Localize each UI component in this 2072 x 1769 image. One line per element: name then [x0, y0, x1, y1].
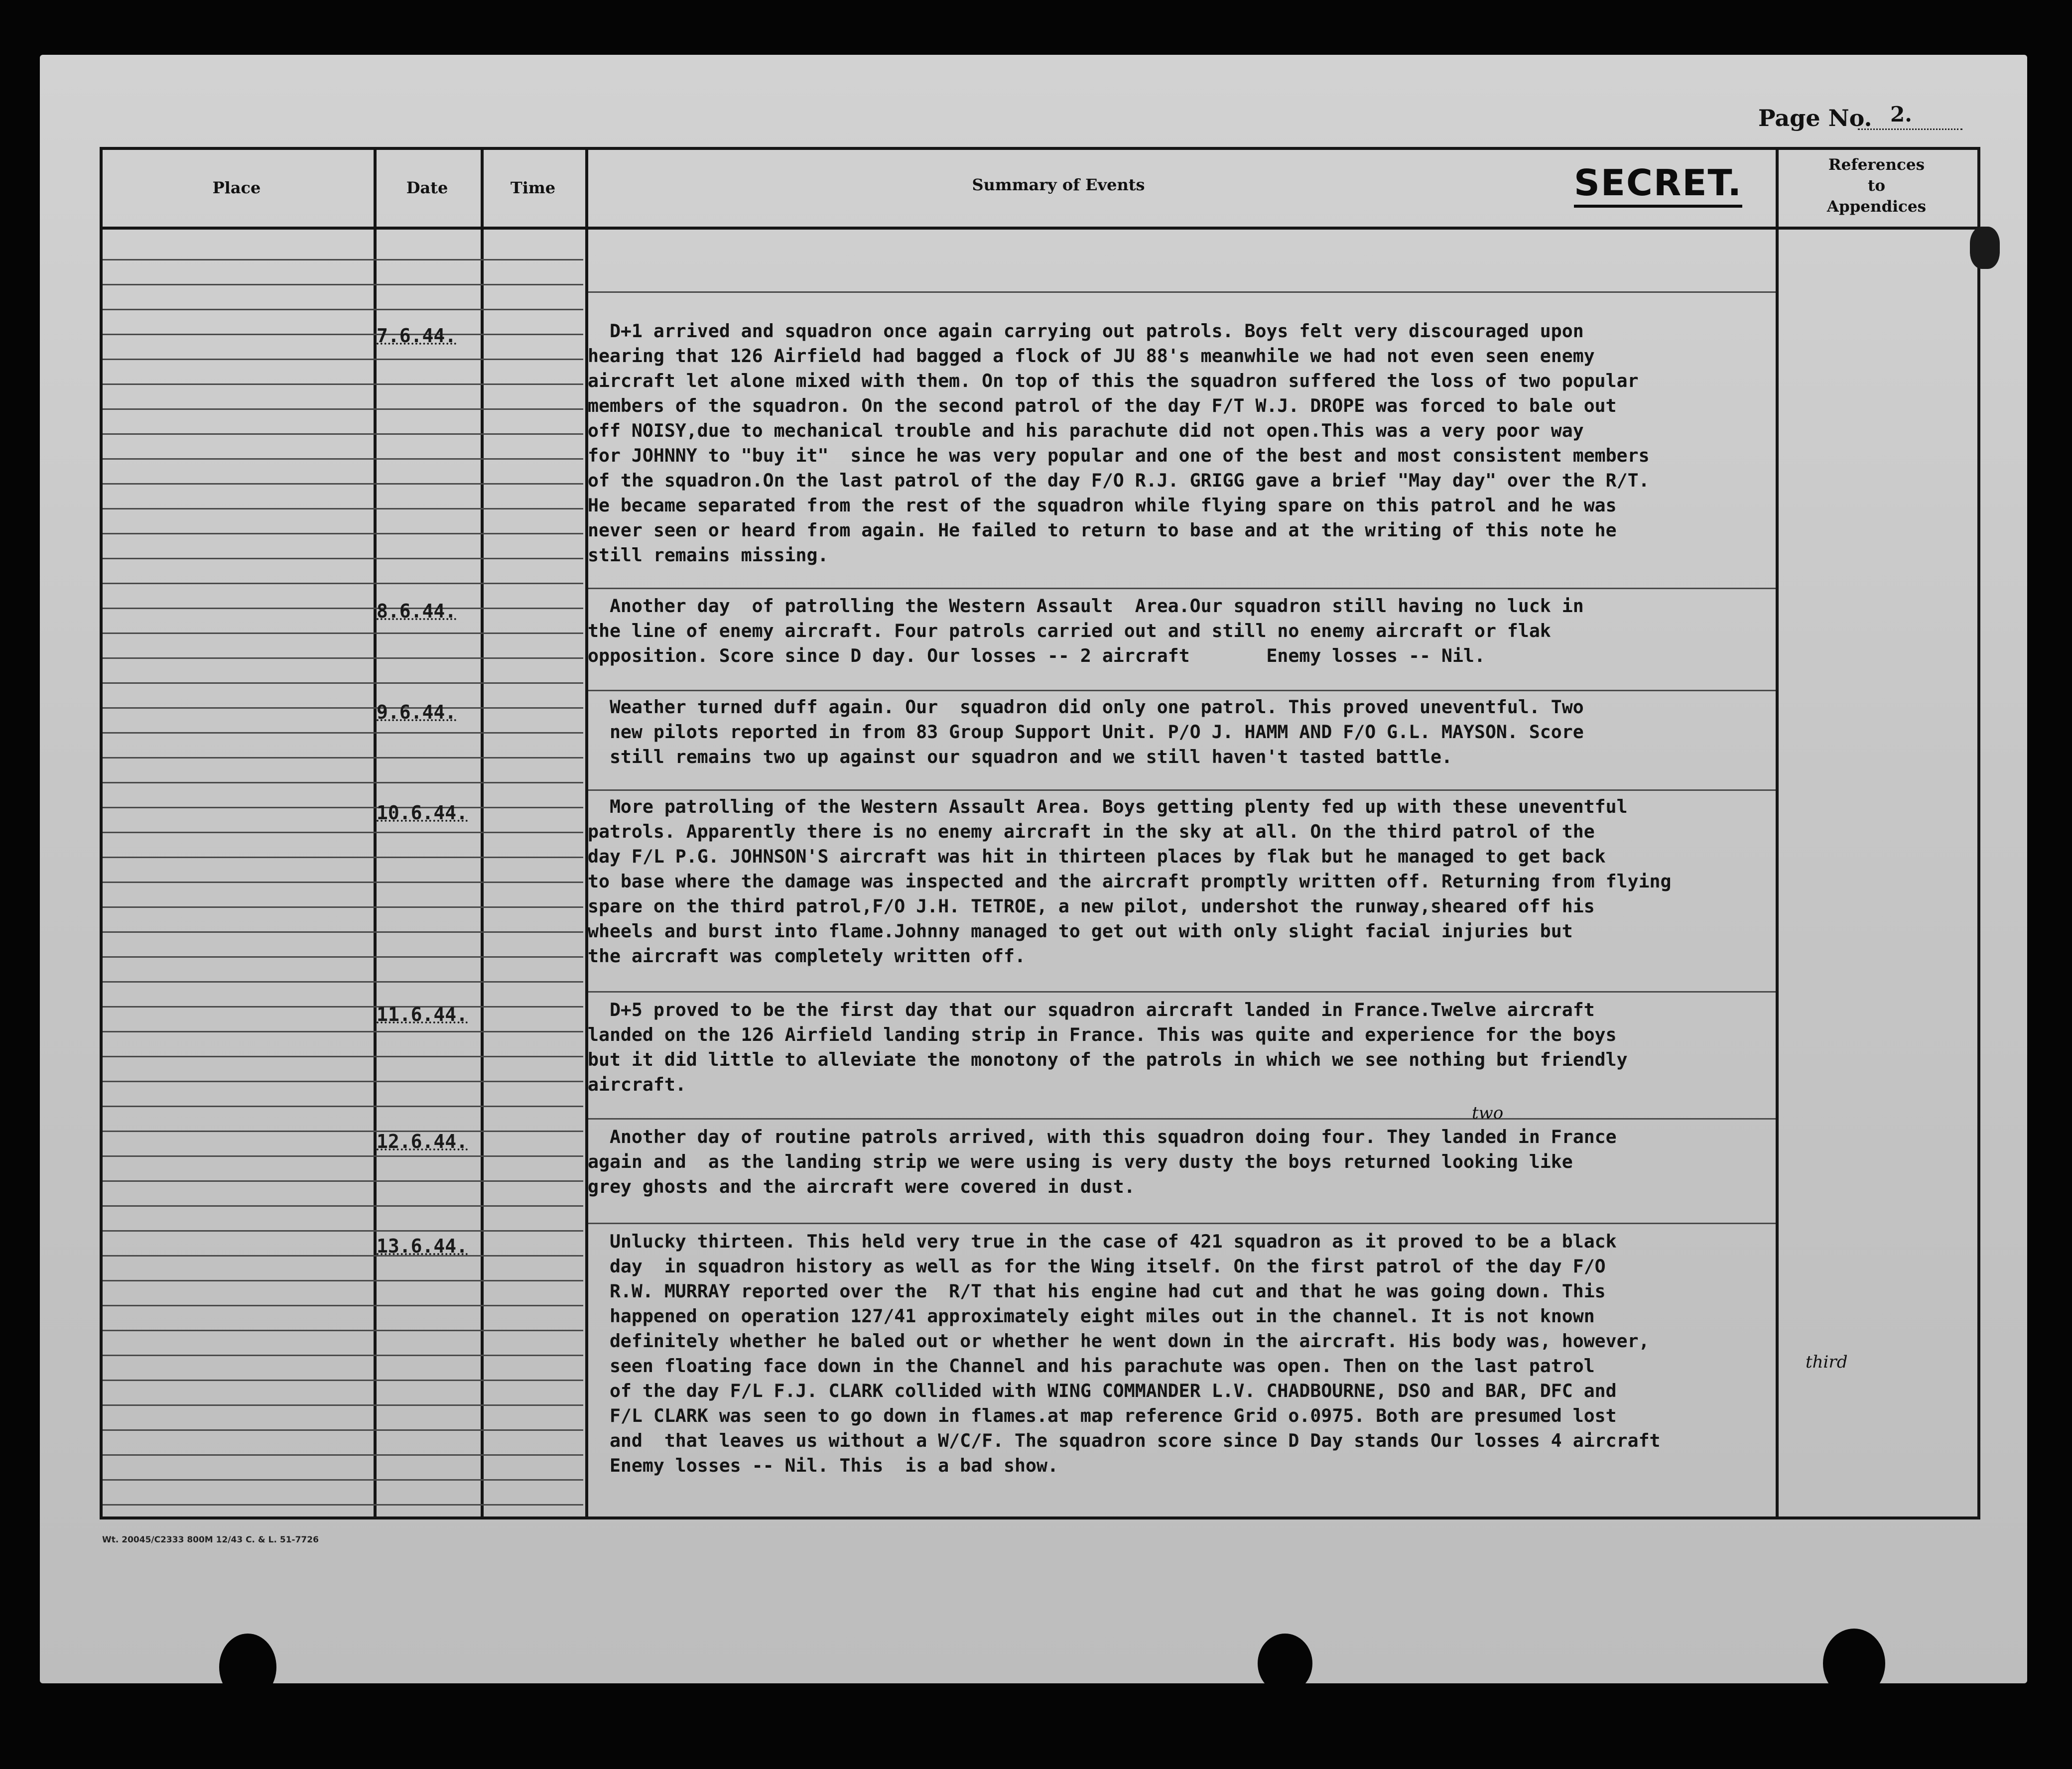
entry-line: D+1 arrived and squadron once again carrying out patrols. Boys felt very discouraged upon: [588, 320, 1584, 342]
ruled-line: [103, 259, 583, 260]
ruled-line: [103, 782, 583, 783]
entry-date: 9.6.44.: [377, 701, 457, 723]
ruled-line: [103, 533, 583, 534]
entry-line: the line of enemy aircraft. Four patrols carried out and still no enemy aircraft or flak: [588, 620, 1551, 641]
ruled-line: [103, 1056, 583, 1057]
ruled-line: [103, 483, 583, 485]
entry-line: hearing that 126 Airfield had bagged a flock of JU 88's meanwhile we had not even seen enemy: [588, 345, 1595, 367]
entry-line: still remains missing.: [588, 544, 829, 566]
ruled-line: [103, 807, 583, 808]
entry-line: and that leaves us without a W/C/F. The squadron score since D Day stands Our losses 4 aircraft: [588, 1430, 1661, 1451]
ruled-line: [103, 458, 583, 460]
ruled-line: [103, 558, 583, 559]
entry-line: aircraft.: [588, 1074, 686, 1095]
entry-separator: [588, 1118, 1776, 1120]
table-right-border: [1977, 147, 1980, 1519]
table-left-border: [100, 147, 103, 1519]
ruled-line: [103, 284, 583, 285]
ink-blot-mark: [1970, 227, 2000, 269]
ruled-line: [103, 857, 583, 858]
entry-date: 11.6.44.: [377, 1004, 468, 1025]
entry-line: for JOHNNY to "buy it" since he was very popular and one of the best and most consistent members: [588, 445, 1650, 466]
ruled-line: [103, 1031, 583, 1032]
entry-line: members of the squadron. On the second patrol of the day F/T W.J. DROPE was forced to bale out: [588, 395, 1617, 416]
ruled-line: [103, 1255, 583, 1257]
entry-date: 13.6.44.: [377, 1235, 468, 1257]
ruled-line: [103, 1280, 583, 1281]
header-bottom-border: [100, 227, 1980, 230]
entry-separator: [588, 291, 1776, 293]
ruled-line: [103, 707, 583, 709]
entry-line: again and as the landing strip we were using is very dusty the boys returned looking like: [588, 1151, 1573, 1172]
entry-line: spare on the third patrol,F/O J.H. TETROE, a new pilot, undershot the runway,sheared off his: [588, 895, 1595, 917]
place-date-divider: [374, 147, 377, 1519]
ruled-line: [103, 732, 583, 734]
binder-hole-left: [219, 1634, 276, 1701]
column-header-references: References to Appendices: [1826, 156, 1927, 216]
ruled-line: [103, 334, 583, 335]
ruled-line: [103, 1230, 583, 1232]
ruled-line: [103, 433, 583, 435]
entry-date: 10.6.44.: [377, 802, 468, 824]
entry-line: aircraft let alone mixed with them. On top of this the squadron suffered the loss of two popular: [588, 370, 1639, 391]
entry-line: off NOISY,due to mechanical trouble and his parachute did not open.This was a very poor way: [588, 420, 1584, 441]
ruled-line: [103, 931, 583, 933]
entry-line: Enemy losses -- Nil. This is a bad show.: [588, 1455, 1058, 1476]
entry-text-9-6-44: [588, 695, 1863, 769]
entry-line: happened on operation 127/41 approximately eight miles out in the channel. It is not known: [588, 1305, 1595, 1327]
entry-line: the aircraft was completely written off.: [588, 945, 1026, 967]
entry-line: Unlucky thirteen. This held very true in the case of 421 squadron as it proved to be a black: [588, 1231, 1617, 1252]
entry-line: Another day of routine patrols arrived, with this squadron doing four. They landed in France: [588, 1126, 1617, 1147]
ruled-line: [103, 1479, 583, 1481]
entry-text-11-6-44: [588, 998, 1863, 1097]
date-time-divider: [481, 147, 484, 1519]
ruled-line: [103, 882, 583, 883]
entry-text-13-6-44: [588, 1229, 1863, 1478]
entry-text-7-6-44: [588, 319, 1863, 568]
ruled-line: [103, 682, 583, 684]
ruled-line: [103, 1380, 583, 1381]
form-print-code: Wt. 20045/C2333 800M 12/43 C. & L. 51-7726: [102, 1535, 319, 1545]
entry-line: grey ghosts and the aircraft were covered in dust.: [588, 1176, 1135, 1197]
ruled-line: [103, 832, 583, 833]
entry-line: Another day of patrolling the Western Assault Area.Our squadron still having no luck in: [588, 595, 1584, 617]
entry-text-8-6-44: [588, 594, 1863, 668]
entry-separator: [588, 588, 1776, 589]
entry-line: He became separated from the rest of the squadron while flying spare on this patrol and he was: [588, 495, 1617, 516]
entry-line: never seen or heard from again. He failed to return to base and at the writing of this note he: [588, 519, 1617, 541]
entry-separator: [588, 690, 1776, 691]
entry-line: Weather turned duff again. Our squadron did only one patrol. This proved uneventful. Two: [588, 696, 1584, 718]
page-number-value: 2.: [1890, 102, 1912, 126]
ruled-line: [103, 1155, 583, 1157]
ruled-line: [103, 508, 583, 509]
entry-line: still remains two up against our squadron and we still haven't tasted battle.: [588, 746, 1453, 767]
ruled-line: [103, 1205, 583, 1207]
entry-separator: [588, 991, 1776, 993]
ruled-line: [103, 757, 583, 758]
column-header-summary: Summary of Events: [972, 175, 1145, 194]
entry-line: opposition. Score since D day. Our losses -- 2 aircraft Enemy losses -- Nil.: [588, 645, 1485, 666]
entry-line: day in squadron history as well as for the Wing itself. On the first patrol of the day F/O: [588, 1256, 1606, 1277]
table-top-border: [100, 147, 1980, 150]
ruled-line: [103, 383, 583, 385]
ruled-line: [103, 1006, 583, 1008]
page-number-label: Page No.: [1758, 105, 1872, 131]
ruled-line: [103, 1305, 583, 1306]
ruled-line: [103, 632, 583, 634]
column-header-time: Time: [510, 178, 556, 197]
page-number-line: [1858, 128, 1962, 130]
entry-line: definitely whether he baled out or whether he went down in the aircraft. His body was, however,: [588, 1330, 1650, 1352]
ruled-line: [103, 1081, 583, 1082]
entry-text-12-6-44: [588, 1125, 1863, 1199]
entry-date: 7.6.44.: [377, 325, 457, 347]
entry-line: of the squadron.On the last patrol of the day F/O R.J. GRIGG gave a brief "May day" over the R/T.: [588, 470, 1650, 491]
ruled-line: [103, 1404, 583, 1406]
ruled-line: [103, 1454, 583, 1456]
ruled-line: [103, 981, 583, 983]
secret-stamp: SECRET.: [1574, 162, 1742, 208]
entry-separator: [588, 789, 1776, 791]
ruled-line: [103, 583, 583, 584]
ruled-line: [103, 657, 583, 659]
ruled-line: [103, 1330, 583, 1331]
entry-line: but it did little to alleviate the monotony of the patrols in which we see nothing but friendly: [588, 1049, 1628, 1070]
entry-line: wheels and burst into flame.Johnny managed to get out with only slight facial injuries but: [588, 920, 1573, 942]
ruled-line: [103, 1429, 583, 1431]
handwritten-insertion-third: third: [1806, 1352, 1848, 1372]
entry-line: D+5 proved to be the first day that our squadron aircraft landed in France.Twelve aircraft: [588, 999, 1595, 1020]
binder-hole-right: [1823, 1629, 1885, 1698]
entry-line: to base where the damage was inspected and the aircraft promptly written off. Returning from flying: [588, 871, 1672, 892]
entry-separator: [588, 1223, 1776, 1224]
entry-line: new pilots reported in from 83 Group Support Unit. P/O J. HAMM AND F/O G.L. MAYSON. Score: [588, 721, 1584, 743]
ruled-line: [103, 1131, 583, 1132]
entry-line: patrols. Apparently there is no enemy aircraft in the sky at all. On the third patrol of the: [588, 821, 1595, 842]
ruled-line: [103, 906, 583, 908]
ruled-line: [103, 408, 583, 410]
entry-line: landed on the 126 Airfield landing strip in France. This was quite and experience for the boys: [588, 1024, 1617, 1045]
entry-line: of the day F/L F.J. CLARK collided with WING COMMANDER L.V. CHADBOURNE, DSO and BAR, DFC and: [588, 1380, 1617, 1401]
column-header-place: Place: [212, 178, 261, 197]
entry-line: R.W. MURRAY reported over the R/T that his engine had cut and that he was going down. This: [588, 1280, 1606, 1302]
entry-line: F/L CLARK was seen to go down in flames.at map reference Grid o.0975. Both are presumed lost: [588, 1405, 1617, 1426]
ruled-line: [103, 1355, 583, 1356]
entry-date: 8.6.44.: [377, 600, 457, 622]
ruled-line: [103, 1106, 583, 1107]
ruled-line: [103, 1180, 583, 1182]
entry-text-10-6-44: [588, 794, 1863, 969]
column-header-date: Date: [406, 178, 448, 197]
ruled-line: [103, 359, 583, 360]
ruled-line: [103, 608, 583, 609]
entry-date: 12.6.44.: [377, 1131, 468, 1152]
ruled-line: [103, 1504, 583, 1506]
binder-hole-center: [1258, 1634, 1312, 1693]
table-bottom-border: [100, 1516, 1980, 1519]
ruled-line: [103, 309, 583, 310]
entry-line: day F/L P.G. JOHNSON'S aircraft was hit in thirteen places by flak but he managed to get back: [588, 846, 1606, 867]
handwritten-insertion-two: two: [1472, 1103, 1504, 1123]
entry-line: seen floating face down in the Channel and his parachute was open. Then on the last patrol: [588, 1355, 1595, 1377]
ruled-line: [103, 956, 583, 958]
entry-line: More patrolling of the Western Assault Area. Boys getting plenty fed up with these uneventful: [588, 796, 1628, 817]
